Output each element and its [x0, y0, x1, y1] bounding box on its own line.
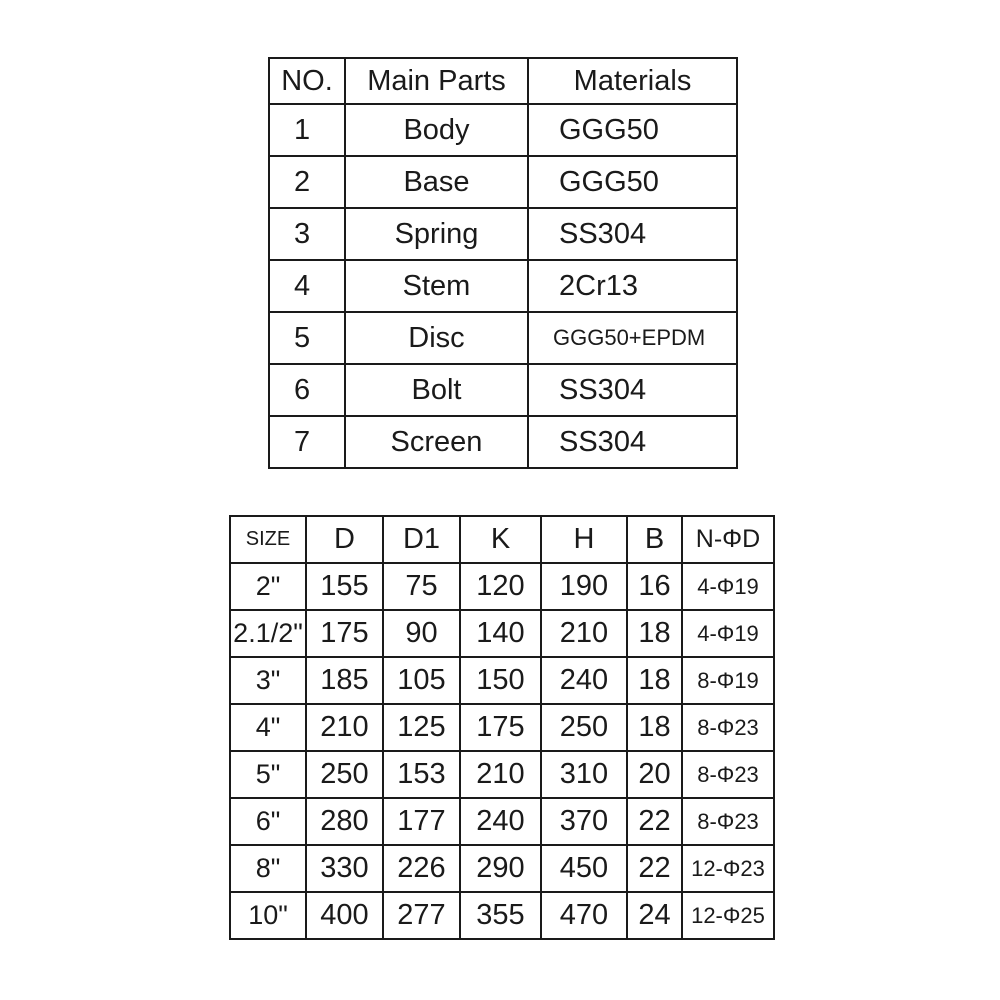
cell-d1: 226: [383, 845, 460, 892]
cell-n-phi-d: 12-Φ25: [682, 892, 774, 939]
table-row: [230, 704, 774, 751]
parts-materials-table: [268, 57, 738, 469]
cell-d1: 90: [383, 610, 460, 657]
cell-n-phi-d: 8-Φ19: [682, 657, 774, 704]
parts-header-row: [269, 58, 737, 104]
header-main-parts: Main Parts: [345, 58, 528, 104]
table-row: [230, 845, 774, 892]
cell-b: 20: [627, 751, 682, 798]
header-n-phi-d: N-ΦD: [682, 516, 774, 563]
part-name: Disc: [345, 312, 528, 364]
table-row: [269, 312, 737, 364]
header-d1: D1: [383, 516, 460, 563]
part-material: SS304: [528, 208, 737, 260]
cell-k: 120: [460, 563, 541, 610]
cell-d: 185: [306, 657, 383, 704]
cell-d: 175: [306, 610, 383, 657]
cell-k: 140: [460, 610, 541, 657]
cell-n-phi-d: 8-Φ23: [682, 704, 774, 751]
cell-d: 250: [306, 751, 383, 798]
part-name: Base: [345, 156, 528, 208]
header-h: H: [541, 516, 627, 563]
cell-n-phi-d: 4-Φ19: [682, 610, 774, 657]
cell-d1: 75: [383, 563, 460, 610]
table-row: [230, 657, 774, 704]
cell-k: 150: [460, 657, 541, 704]
table-row: [269, 156, 737, 208]
part-name: Screen: [345, 416, 528, 468]
cell-h: 470: [541, 892, 627, 939]
cell-h: 190: [541, 563, 627, 610]
part-material: GGG50: [528, 104, 737, 156]
part-name: Bolt: [345, 364, 528, 416]
cell-h: 450: [541, 845, 627, 892]
cell-n-phi-d: 4-Φ19: [682, 563, 774, 610]
cell-size: 10": [230, 892, 306, 939]
table-row: [230, 751, 774, 798]
cell-n-phi-d: 8-Φ23: [682, 798, 774, 845]
cell-n-phi-d: 8-Φ23: [682, 751, 774, 798]
dims-header-row: [230, 516, 774, 563]
cell-size: 3": [230, 657, 306, 704]
cell-b: 16: [627, 563, 682, 610]
cell-d: 400: [306, 892, 383, 939]
cell-d1: 177: [383, 798, 460, 845]
table-row: [230, 563, 774, 610]
header-no: NO.: [269, 58, 345, 104]
part-name: Spring: [345, 208, 528, 260]
cell-d1: 153: [383, 751, 460, 798]
header-materials: Materials: [528, 58, 737, 104]
header-d: D: [306, 516, 383, 563]
cell-b: 24: [627, 892, 682, 939]
cell-h: 250: [541, 704, 627, 751]
table-row: [269, 364, 737, 416]
part-material: SS304: [528, 364, 737, 416]
part-no: 2: [269, 156, 345, 208]
cell-size: 4": [230, 704, 306, 751]
cell-k: 240: [460, 798, 541, 845]
part-no: 4: [269, 260, 345, 312]
header-k: K: [460, 516, 541, 563]
table-row: [269, 416, 737, 468]
table-row: [269, 208, 737, 260]
part-material: GGG50: [528, 156, 737, 208]
table-row: [230, 892, 774, 939]
cell-size: 2.1/2": [230, 610, 306, 657]
table-row: [230, 798, 774, 845]
cell-h: 240: [541, 657, 627, 704]
part-no: 1: [269, 104, 345, 156]
cell-size: 2": [230, 563, 306, 610]
cell-d: 330: [306, 845, 383, 892]
cell-d: 210: [306, 704, 383, 751]
part-no: 5: [269, 312, 345, 364]
table-row: [269, 104, 737, 156]
part-no: 3: [269, 208, 345, 260]
cell-d1: 125: [383, 704, 460, 751]
part-material: 2Cr13: [528, 260, 737, 312]
cell-h: 370: [541, 798, 627, 845]
cell-d1: 277: [383, 892, 460, 939]
cell-b: 22: [627, 798, 682, 845]
cell-b: 22: [627, 845, 682, 892]
cell-h: 310: [541, 751, 627, 798]
cell-b: 18: [627, 657, 682, 704]
table-row: [230, 610, 774, 657]
cell-d: 280: [306, 798, 383, 845]
part-no: 6: [269, 364, 345, 416]
part-material: GGG50+EPDM: [528, 312, 737, 364]
dimensions-table: [229, 515, 775, 940]
cell-n-phi-d: 12-Φ23: [682, 845, 774, 892]
cell-k: 175: [460, 704, 541, 751]
cell-size: 6": [230, 798, 306, 845]
table-row: [269, 260, 737, 312]
cell-k: 210: [460, 751, 541, 798]
header-size: SIZE: [230, 516, 306, 563]
part-name: Stem: [345, 260, 528, 312]
cell-k: 290: [460, 845, 541, 892]
cell-b: 18: [627, 610, 682, 657]
cell-d: 155: [306, 563, 383, 610]
cell-k: 355: [460, 892, 541, 939]
part-name: Body: [345, 104, 528, 156]
part-material: SS304: [528, 416, 737, 468]
cell-h: 210: [541, 610, 627, 657]
cell-b: 18: [627, 704, 682, 751]
cell-d1: 105: [383, 657, 460, 704]
cell-size: 8": [230, 845, 306, 892]
header-b: B: [627, 516, 682, 563]
cell-size: 5": [230, 751, 306, 798]
part-no: 7: [269, 416, 345, 468]
